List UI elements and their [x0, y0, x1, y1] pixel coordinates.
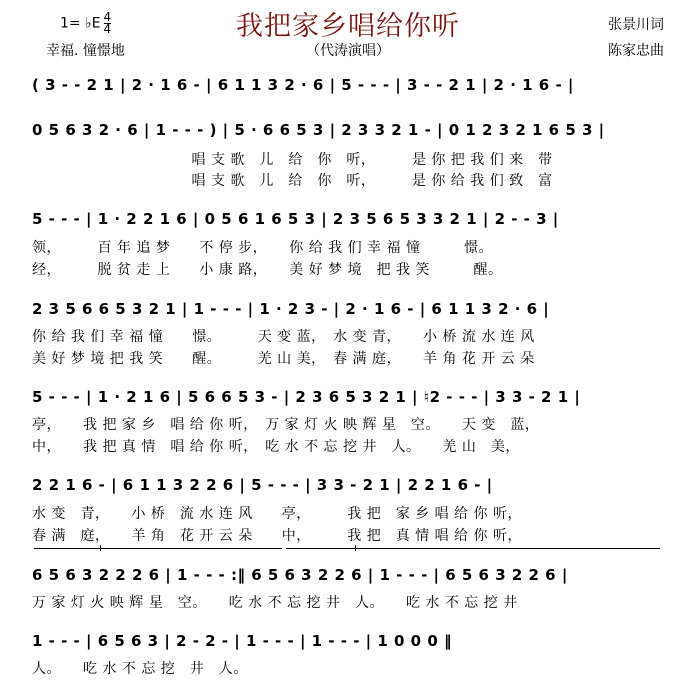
notation-line-4: 2 3 5 6 6 5 3 2 1 | 1 - - - | 1 · 2 3 - | 2 · 1 6 - | 6 1 1 3 2 · 6 | [32, 300, 550, 318]
lyric-line: 领， 百 年 追 梦 不 停 步， 你 给 我 们 幸 福 憧 憬。 [32, 240, 493, 256]
time-denominator: 4 [103, 22, 112, 36]
lyric-line: 你 给 我 们 幸 福 憧 憬。 天 变 蓝， 水 变 青， 小 桥 流 水 连 风 [32, 329, 535, 345]
performer-subtitle: （代涛演唱） [306, 43, 390, 59]
volta-tick [100, 545, 101, 551]
song-title: 我把家乡唱给你听 [236, 11, 460, 42]
notation-line-5: 5 - - - | 1 · 2 1 6 | 5 6 6 5 3 - | 2 3 6 5 3 2 1 | ♮2 - - - | 3 3 - 2 1 | [32, 388, 581, 406]
notation-line-1: ( 3 - - 2 1 | 2 · 1 6 - | 6 1 1 3 2 · 6 | 5 - - - | 3 - - 2 1 | 2 · 1 6 - | [32, 76, 574, 94]
lyric-line: 美 好 梦 境 把 我 笑 醒。 羌 山 美， 春 满 庭， 羊 角 花 开 云 朵 [32, 351, 535, 367]
tempo-mark: 幸福. 憧憬地 [46, 43, 125, 59]
lyric-line: 经， 脱 贫 走 上 小 康 路， 美 好 梦 境 把 我 笑 醒。 [32, 262, 503, 278]
notation-line-6: 2 2 1 6 - | 6 1 1 3 2 2 6 | 5 - - - | 3 3 - 2 1 | 2 2 1 6 - | [32, 476, 493, 494]
lyric-line: 春 满 庭， 羊 角 花 开 云 朵 中， 我 把 真 情 唱 给 你 听， [32, 528, 522, 544]
volta-bracket-2 [286, 548, 660, 549]
volta-bracket-1 [34, 548, 282, 549]
lyric-line: 万 家 灯 火 映 辉 星 空。 吃 水 不 忘 挖 井 人。 吃 水 不 忘 挖 井 [32, 595, 518, 611]
volta-tick [355, 545, 356, 551]
lyric-line: 唱 支 歌 儿 给 你 听， 是 你 把 我 们 来 带 [32, 152, 553, 168]
time-signature [104, 12, 112, 35]
lyric-line: 亭， 我 把 家 乡 唱 给 你 听， 万 家 灯 火 映 辉 星 空。 天 变 蓝， [32, 417, 540, 433]
notation-line-2: 0 5 6 3 2 · 6 | 1 - - - ) | 5 · 6 6 5 3 | 2 3 3 2 1 - | 0 1 2 3 2 1 6 5 3 | [32, 121, 605, 139]
lyric-line: 中， 我 把 真 情 唱 给 你 听， 吃 水 不 忘 挖 井 人。 羌 山 美， [32, 439, 520, 455]
lyricist-credit: 张景川词 [608, 17, 664, 33]
lyric-line: 水 变 青， 小 桥 流 水 连 风 亭， 我 把 家 乡 唱 给 你 听， [32, 506, 522, 522]
time-numerator: 4 [103, 10, 112, 24]
lyric-line: 唱 支 歌 儿 给 你 听， 是 你 给 我 们 致 富 [32, 173, 553, 189]
notation-line-8: 1 - - - | 6 5 6 3 | 2 - 2 - | 1 - - - | 1 - - - | 1 0 0 0 ‖ [32, 632, 452, 650]
key-signature [60, 12, 111, 35]
notation-line-7: 6 5 6 3 2 2 2 6 | 1 - - - :‖ 6 5 6 3 2 2 6 | 1 - - - | 6 5 6 3 2 2 6 | [32, 566, 568, 584]
notation-line-3: 5 - - - | 1 · 2 2 1 6 | 0 5 6 1 6 5 3 | 2 3 5 6 5 3 3 2 1 | 2 - - 3 | [32, 210, 559, 228]
lyric-line: 人。 吃 水 不 忘 挖 井 人。 [32, 661, 248, 677]
composer-credit: 陈家忠曲 [608, 43, 664, 59]
key-label: 1= ♭E [60, 15, 101, 32]
